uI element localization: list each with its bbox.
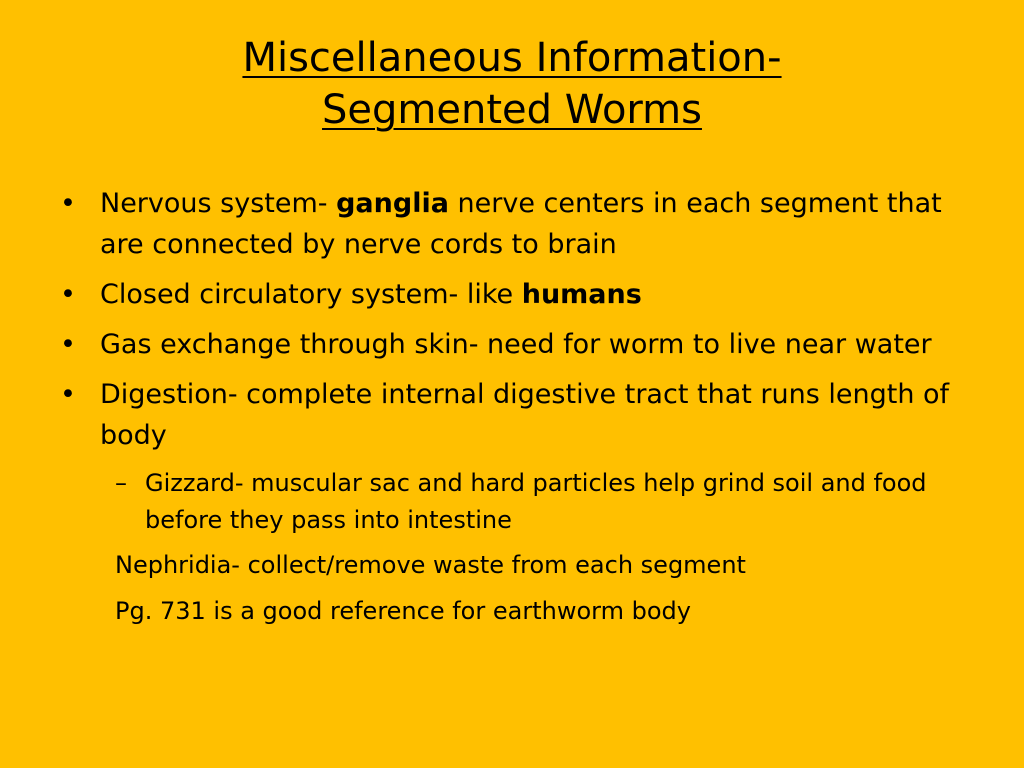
bullet-dot-icon: • xyxy=(60,188,76,219)
bullet-gas-exchange xyxy=(60,324,990,365)
slide-body xyxy=(60,183,990,639)
bullet-dot-icon: • xyxy=(60,379,76,410)
bullet-dot-icon: • xyxy=(60,279,76,310)
bullet-circulatory-system xyxy=(60,274,990,315)
bullet-text-continued: nerve centers in each segment that are connected by nerve cords to brain xyxy=(100,188,942,260)
bullet-bold-term: ganglia xyxy=(336,188,449,219)
bullet-dot-icon: • xyxy=(60,329,76,360)
bullet-digestion xyxy=(60,374,990,456)
title-line-2: Segmented Worms xyxy=(322,87,702,133)
bullet-nervous-system xyxy=(60,183,990,265)
title-line-1: Miscellaneous Information- xyxy=(242,35,782,81)
bullet-bold-term: humans xyxy=(521,279,642,310)
text-line-nephridia: Nephridia- collect/remove waste from each segment xyxy=(115,551,746,579)
sub-bullet-dash-icon: – xyxy=(115,469,127,497)
bullet-text: Digestion- complete internal digestive tract that runs length of body xyxy=(100,379,950,451)
bullet-text: Nervous system- xyxy=(100,188,337,219)
slide-title xyxy=(0,32,1024,136)
bullet-text: Closed circulatory system- like xyxy=(100,279,522,310)
text-line-reference: Pg. 731 is a good reference for earthworm body xyxy=(115,597,691,625)
sub-bullet-text: Gizzard- muscular sac and hard particles help grind soil and food before they pass into intestine xyxy=(145,469,927,534)
sub-bullet-gizzard xyxy=(60,465,990,539)
bullet-text: Gas exchange through skin- need for worm to live near water xyxy=(100,329,932,360)
